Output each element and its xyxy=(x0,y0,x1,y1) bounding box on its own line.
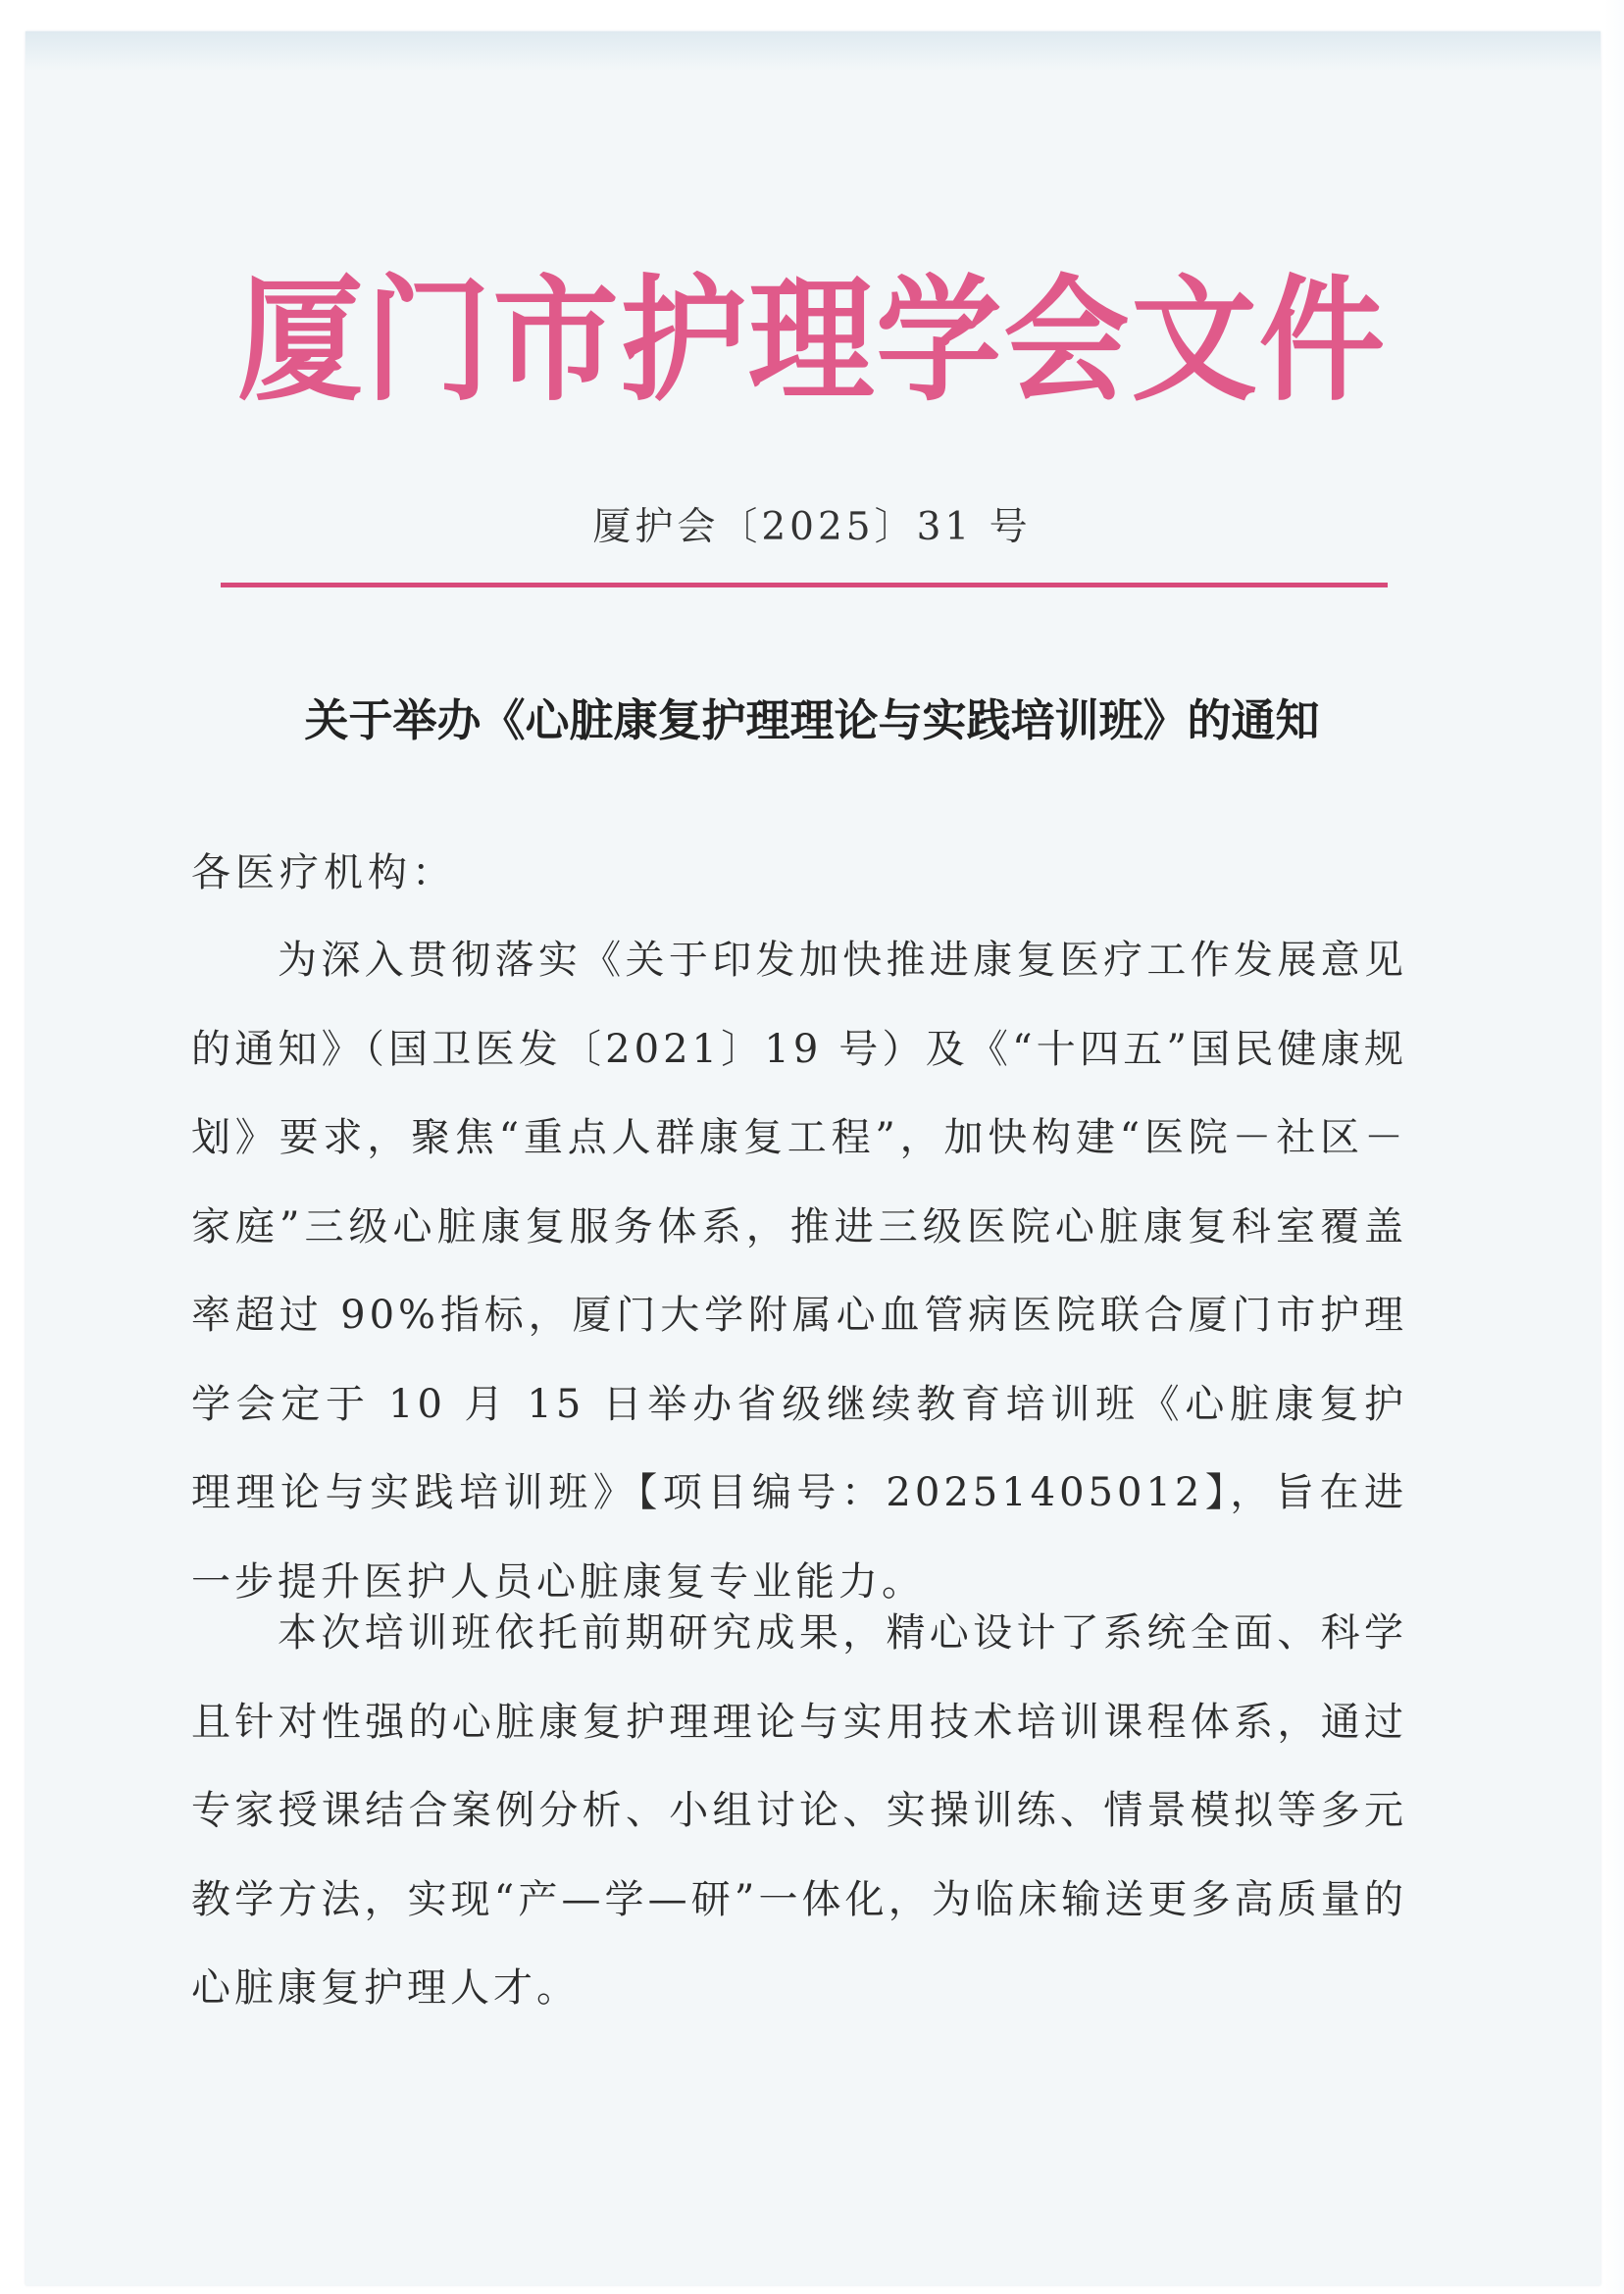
scan-edge xyxy=(25,31,1600,71)
document-number: 厦护会〔2025〕31 号 xyxy=(592,505,1032,549)
salutation: 各医疗机构： xyxy=(191,850,456,895)
page-margin xyxy=(1604,0,1624,2294)
document-masthead: 厦门市护理学会文件 xyxy=(237,260,1387,420)
body-paragraph-2: 本次培训班依托前期研究成果，精心设计了系统全面、科学且针对性强的心脏康复护理理论与实用技术培训课程体系，通过专家授课结合案例分析、小组讨论、实操训练、情景模拟等多元教学方法，实现“产—学—研”一体化，为临床输送更多高质量的心脏康复护理人才。 xyxy=(191,1610,1407,2011)
masthead-divider xyxy=(221,583,1388,587)
body-paragraph-1: 为深入贯彻落实《关于印发加快推进康复医疗工作发展意见的通知》（国卫医发〔2021〕19 号）及《“十四五”国民健康规划》要求，聚焦“重点人群康复工程”，加快构建“医院－社区－家庭”三级心脏康复服务体系，推进三级医院心脏康复科室覆盖率超过 90%指标，厦门大学附属心血管病医院联合厦门市护理学会定于 10 月 15 日举办省级继续教育培训班《心脏康复护理理论与实践培训班》【项目编号：20251405012】，旨在进一步提升医护人员心脏康复专业能力。 xyxy=(191,938,1407,1605)
notice-title: 关于举办《心脏康复护理理论与实践培训班》的通知 xyxy=(304,694,1320,746)
